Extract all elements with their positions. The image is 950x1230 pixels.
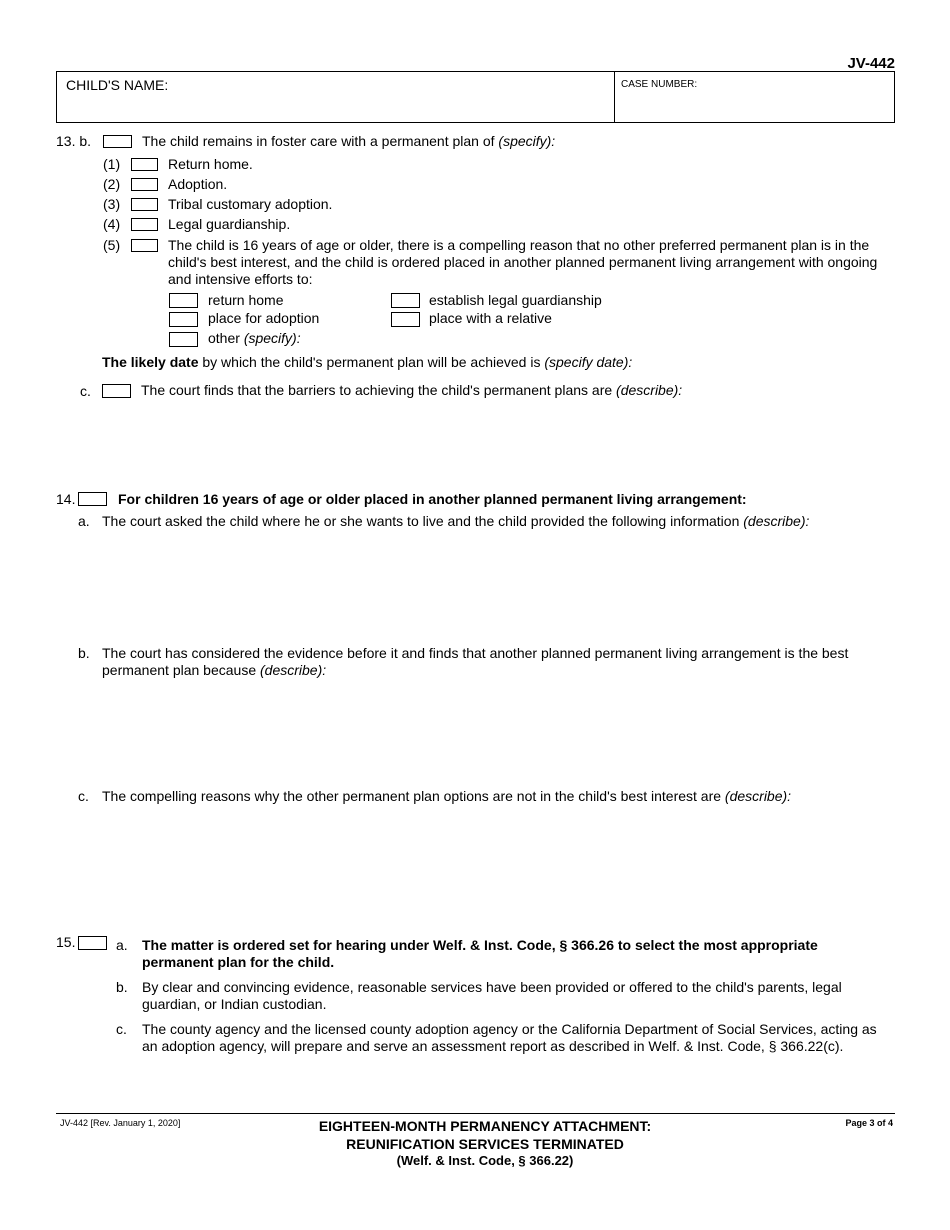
item-14c-letter: c. [78,788,89,804]
option-2-checkbox[interactable] [131,178,158,191]
item-14-checkbox[interactable] [78,492,107,506]
effort-guardianship-label: establish legal guardianship [429,292,602,308]
form-id: JV-442 [847,55,895,72]
item-14-heading: For children 16 years of age or older placed in another planned permanent living arrangement: [118,491,747,507]
effort-relative-label: place with a relative [429,310,552,326]
effort-return-home-checkbox[interactable] [169,293,198,308]
item-15-number: 15. [56,934,76,950]
option-4-checkbox[interactable] [131,218,158,231]
item-15c-text: The county agency and the licensed county adoption agency or the California Department of Social Services, acting as an adoption agency, will prepare and serve an assessment report as described in Welf. & Inst. Code, § 366.22(c). [142,1021,877,1054]
footer-title [250,1117,720,1170]
option-2-label: Adoption. [168,176,228,192]
option-3-number: (3) [103,196,121,212]
footer-revision: JV-442 [Rev. January 1, 2020] [60,1118,181,1128]
item-14b-text: The court has considered the evidence before it and finds that another planned permanent living arrangement is the best permanent plan because (describe): [102,645,849,678]
item-14-number: 14. [56,491,76,507]
header-divider [614,71,615,123]
item-14b-letter: b. [78,645,90,661]
item-13b-number: 13. b. [56,133,92,149]
effort-other-label: other (specify): [208,330,301,346]
option-1-label: Return home. [168,156,253,172]
footer-page-number: Page 3 of 4 [845,1118,893,1128]
option-1-checkbox[interactable] [131,158,158,171]
likely-date-line: The likely date by which the child's permanent plan will be achieved is (specify date): [102,354,633,370]
item-15-checkbox[interactable] [78,936,107,950]
item-13c-letter: c. [80,383,91,399]
item-14c-text: The compelling reasons why the other permanent plan options are not in the child's best interest are (describe): [102,788,792,804]
item-15c-letter: c. [116,1021,127,1037]
option-2-number: (2) [103,176,121,192]
option-5-number: (5) [103,237,121,253]
child-name-label: CHILD'S NAME: [66,77,169,93]
effort-place-adoption-checkbox[interactable] [169,312,198,327]
effort-return-home-label: return home [208,292,284,308]
header-box [56,71,895,123]
option-3-label: Tribal customary adoption. [168,196,333,212]
item-15a-letter: a. [116,937,128,953]
item-15b-text: By clear and convincing evidence, reasonable services have been provided or offered to the child's parents, legal guardian, or Indian custodian. [142,979,842,1012]
item-15a-text: The matter is ordered set for hearing under Welf. & Inst. Code, § 366.26 to select the most appropriate permanent plan for the child. [142,937,818,970]
footer-rule [56,1113,895,1114]
item-14a-text: The court asked the child where he or she wants to live and the child provided the following information (describe): [102,513,810,529]
footer-title-line2: REUNIFICATION SERVICES TERMINATED [346,1136,624,1153]
item-13b-text: The child remains in foster care with a permanent plan of (specify): [142,133,556,149]
option-3-checkbox[interactable] [131,198,158,211]
effort-place-adoption-label: place for adoption [208,310,320,326]
option-5-label: The child is 16 years of age or older, there is a compelling reason that no other preferred permanent plan is in the child's best interest, and the child is ordered placed in another planned permanent living arrangement with ongoing and intensive efforts to: [168,237,878,287]
item-13c-checkbox[interactable] [102,384,131,398]
option-4-number: (4) [103,216,121,232]
footer-title-line3: (Welf. & Inst. Code, § 366.22) [396,1153,574,1169]
footer-title-line1: EIGHTEEN-MONTH PERMANENCY ATTACHMENT: [318,1118,652,1134]
item-13b-checkbox[interactable] [103,135,132,148]
effort-guardianship-checkbox[interactable] [391,293,420,308]
option-5-checkbox[interactable] [131,239,158,252]
item-14a-letter: a. [78,513,90,529]
effort-other-checkbox[interactable] [169,332,198,347]
item-13c-text: The court finds that the barriers to achieving the child's permanent plans are (describe): [141,382,683,398]
item-15b-letter: b. [116,979,128,995]
option-1-number: (1) [103,156,121,172]
option-4-label: Legal guardianship. [168,216,291,232]
effort-relative-checkbox[interactable] [391,312,420,327]
case-number-label: CASE NUMBER: [621,79,698,90]
